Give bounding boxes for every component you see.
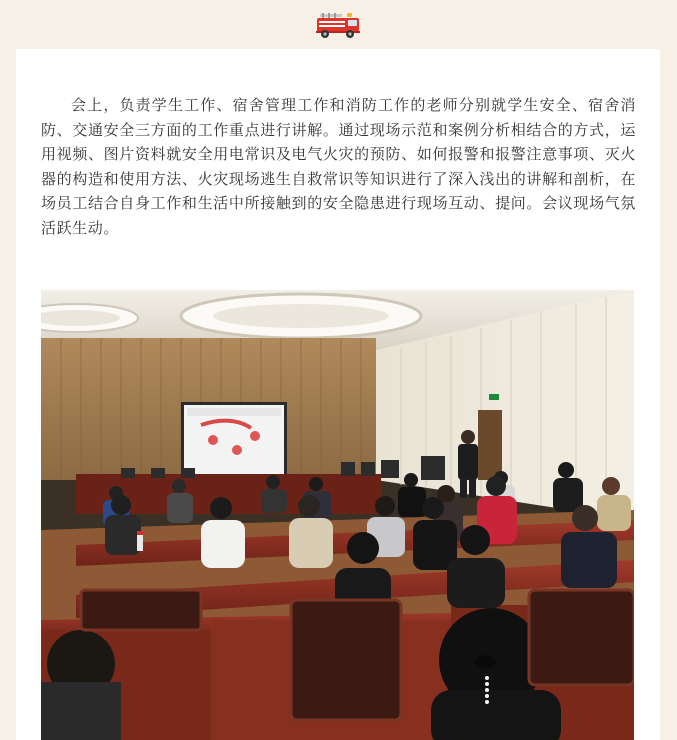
meeting-photo bbox=[41, 290, 634, 740]
article-paragraph: 会上，负责学生工作、宿舍管理工作和消防工作的老师分别就学生安全、宿舍消防、交通安全三方面的工作重点进行讲解。通过现场示范和案例分析相结合的方式，运用视频、图片资料就安全用电常识及电气火灾的预防、如何报警和报警注意事项、灭火器的构造和使用方法、火灾现场逃生自救常识等知识进行了深入浅出的讲解和剖析，在场员工结合自身工作和生活中所接触到的安全隐患进行现场互动、提问。会议现场气氛活跃生动。 bbox=[41, 96, 636, 237]
article-card bbox=[16, 49, 660, 740]
fire-truck-icon bbox=[314, 12, 362, 40]
